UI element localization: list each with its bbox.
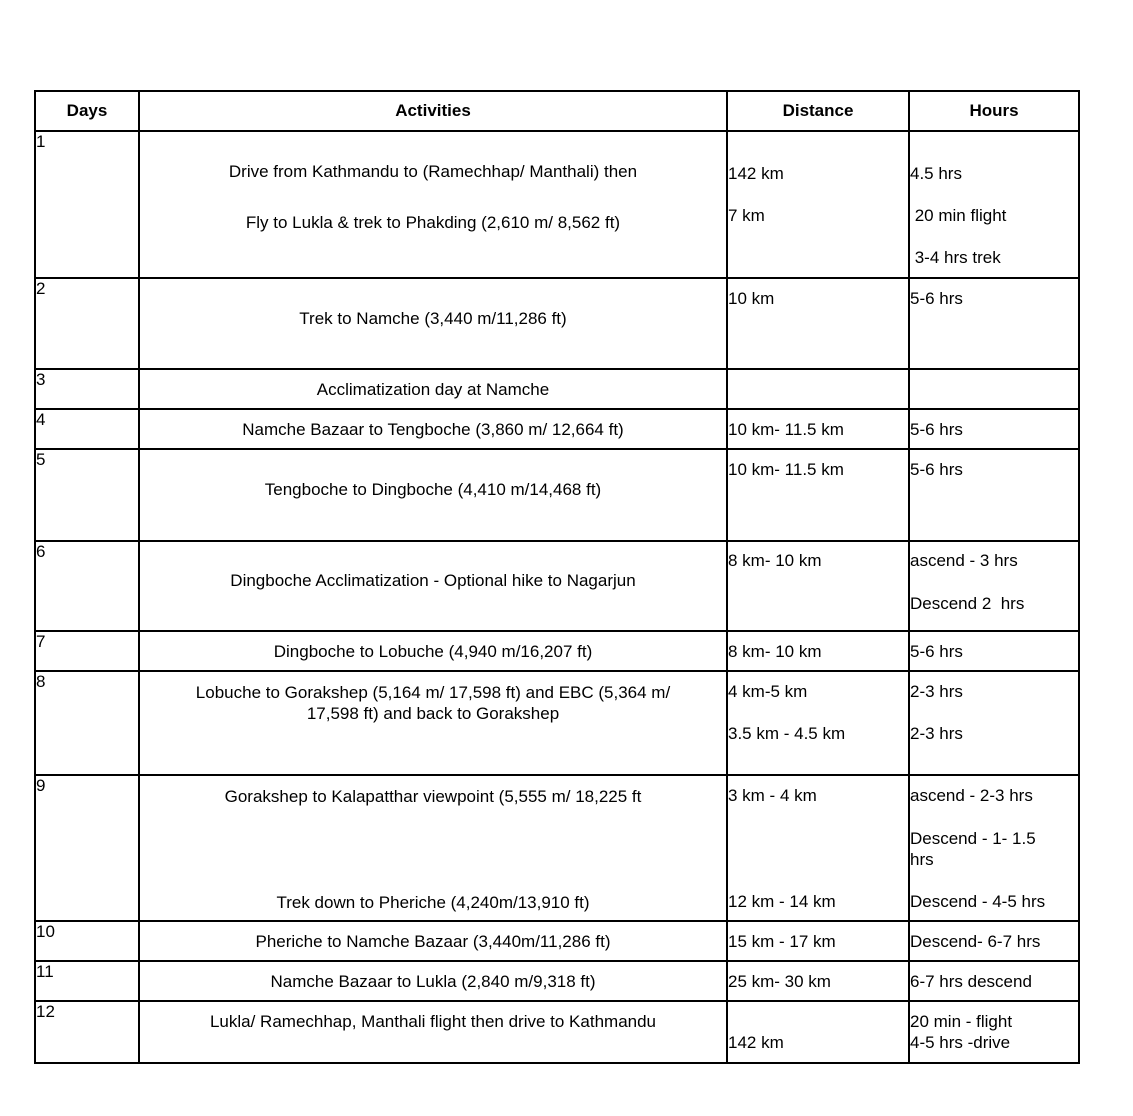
- hours-text: 5-6 hrs: [910, 420, 963, 439]
- distance-cell: [727, 449, 909, 541]
- day-cell: 6: [35, 541, 139, 631]
- hours-text: 4-5 hrs -drive: [910, 1033, 1011, 1052]
- day-cell: 2: [35, 278, 139, 369]
- hours-text: 3-4 hrs trek: [910, 248, 1001, 267]
- distance-text: 3.5 km - 4.5 km: [728, 724, 846, 743]
- activity-text: Fly to Lukla & trek to Phakding (2,610 m/ 8,562 ft): [245, 213, 621, 232]
- day-cell: 3: [35, 369, 139, 409]
- distance-cell: [727, 278, 909, 369]
- day-cell: 7: [35, 631, 139, 671]
- table-row: [35, 409, 1079, 449]
- hours-text: 5-6 hrs: [910, 460, 963, 479]
- distance-cell: [727, 1001, 909, 1063]
- hours-cell: [909, 1001, 1079, 1063]
- day-cell: 5: [35, 449, 139, 541]
- activity-cell: [139, 1001, 727, 1063]
- table-row: [35, 1001, 1079, 1063]
- activity-cell: [139, 921, 727, 961]
- activity-text: Trek down to Pheriche (4,240m/13,910 ft): [276, 893, 590, 912]
- hours-cell: [909, 131, 1079, 278]
- day-cell: 4: [35, 409, 139, 449]
- hours-text: 4.5 hrs: [910, 164, 962, 183]
- day-cell: 1: [35, 131, 139, 278]
- hours-text: 2-3 hrs: [910, 682, 963, 701]
- hours-text: 20 min - flight: [910, 1012, 1013, 1031]
- hours-cell: [909, 449, 1079, 541]
- day-cell: 11: [35, 961, 139, 1001]
- hours-cell: [909, 541, 1079, 631]
- hours-cell: [909, 921, 1079, 961]
- hours-cell: [909, 631, 1079, 671]
- distance-cell: [727, 409, 909, 449]
- hours-cell: [909, 278, 1079, 369]
- activity-text: Tengboche to Dingboche (4,410 m/14,468 ft): [264, 480, 602, 499]
- day-cell: 12: [35, 1001, 139, 1063]
- activity-text: Lobuche to Gorakshep (5,164 m/ 17,598 ft) and EBC (5,364 m/: [195, 683, 671, 702]
- activity-cell: [139, 369, 727, 409]
- hours-cell: [909, 409, 1079, 449]
- activity-cell: [139, 409, 727, 449]
- table-row: [35, 631, 1079, 671]
- table-row: [35, 449, 1079, 541]
- hours-cell: [909, 775, 1079, 921]
- distance-text: 7 km: [728, 206, 765, 225]
- distance-cell: [727, 369, 909, 409]
- distance-text: 10 km- 11.5 km: [728, 420, 844, 439]
- activity-text: Dingboche to Lobuche (4,940 m/16,207 ft): [273, 642, 593, 661]
- table-row: [35, 961, 1079, 1001]
- table-row: [35, 921, 1079, 961]
- activity-cell: [139, 775, 727, 921]
- activity-cell: [139, 131, 727, 278]
- hours-text: ascend - 3 hrs: [910, 551, 1018, 570]
- activity-text: Lukla/ Ramechhap, Manthali flight then drive to Kathmandu: [209, 1012, 657, 1031]
- hours-cell: [909, 369, 1079, 409]
- hours-cell: [909, 961, 1079, 1001]
- distance-text: 10 km- 11.5 km: [728, 460, 844, 479]
- hours-text: Descend- 6-7 hrs: [910, 932, 1041, 951]
- activity-cell: [139, 278, 727, 369]
- hours-text: Descend - 4-5 hrs: [910, 892, 1046, 911]
- activity-text: Trek to Namche (3,440 m/11,286 ft): [299, 309, 567, 328]
- header-activities: Activities: [139, 91, 727, 131]
- hours-text: 5-6 hrs: [910, 642, 963, 661]
- distance-text: 8 km- 10 km: [728, 551, 822, 570]
- table-row: [35, 369, 1079, 409]
- hours-text: 2-3 hrs: [910, 724, 963, 743]
- hours-text: ascend - 2-3 hrs: [910, 786, 1033, 805]
- distance-text: 142 km: [728, 164, 784, 183]
- header-hours: Hours: [909, 91, 1079, 131]
- distance-text: 4 km-5 km: [728, 682, 808, 701]
- distance-text: 3 km - 4 km: [728, 786, 817, 805]
- hours-text: 20 min flight: [910, 206, 1007, 225]
- activity-text: Pheriche to Namche Bazaar (3,440m/11,286 ft): [255, 932, 611, 951]
- distance-cell: [727, 921, 909, 961]
- activity-text: Acclimatization day at Namche: [316, 380, 550, 399]
- header-row: [35, 91, 1079, 131]
- itinerary-table: [34, 90, 1080, 1064]
- hours-text: 5-6 hrs: [910, 289, 963, 308]
- day-cell: 10: [35, 921, 139, 961]
- distance-cell: [727, 775, 909, 921]
- distance-text: 10 km: [728, 289, 775, 308]
- header-distance: Distance: [727, 91, 909, 131]
- distance-text: 25 km- 30 km: [728, 972, 831, 991]
- distance-cell: [727, 541, 909, 631]
- hours-text: Descend - 1- 1.5: [910, 829, 1036, 848]
- hours-cell: [909, 671, 1079, 775]
- table-row: [35, 671, 1079, 775]
- table-row: [35, 131, 1079, 278]
- activity-text: Namche Bazaar to Tengboche (3,860 m/ 12,664 ft): [242, 420, 624, 439]
- activity-cell: [139, 449, 727, 541]
- distance-cell: [727, 671, 909, 775]
- hours-text: hrs: [910, 850, 934, 869]
- activity-text: Gorakshep to Kalapatthar viewpoint (5,555 m/ 18,225 ft: [224, 787, 642, 806]
- activity-text: Namche Bazaar to Lukla (2,840 m/9,318 ft): [270, 972, 596, 991]
- distance-text: 15 km - 17 km: [728, 932, 836, 951]
- distance-cell: [727, 131, 909, 278]
- table-row: [35, 278, 1079, 369]
- activity-cell: [139, 631, 727, 671]
- activity-text: Drive from Kathmandu to (Ramechhap/ Manthali) then: [228, 162, 638, 181]
- day-cell: 9: [35, 775, 139, 921]
- table-row: [35, 775, 1079, 921]
- distance-text: 142 km: [728, 1033, 784, 1052]
- hours-text: Descend 2 hrs: [910, 594, 1025, 613]
- distance-cell: [727, 961, 909, 1001]
- header-days: Days: [35, 91, 139, 131]
- activity-text: Dingboche Acclimatization - Optional hike to Nagarjun: [230, 571, 636, 590]
- table-row: [35, 541, 1079, 631]
- day-cell: 8: [35, 671, 139, 775]
- hours-text: 6-7 hrs descend: [910, 972, 1032, 991]
- distance-text: 8 km- 10 km: [728, 642, 822, 661]
- distance-text: 12 km - 14 km: [728, 892, 836, 911]
- activity-cell: [139, 671, 727, 775]
- distance-cell: [727, 631, 909, 671]
- activity-cell: [139, 961, 727, 1001]
- activity-cell: [139, 541, 727, 631]
- activity-text: 17,598 ft) and back to Gorakshep: [306, 704, 560, 723]
